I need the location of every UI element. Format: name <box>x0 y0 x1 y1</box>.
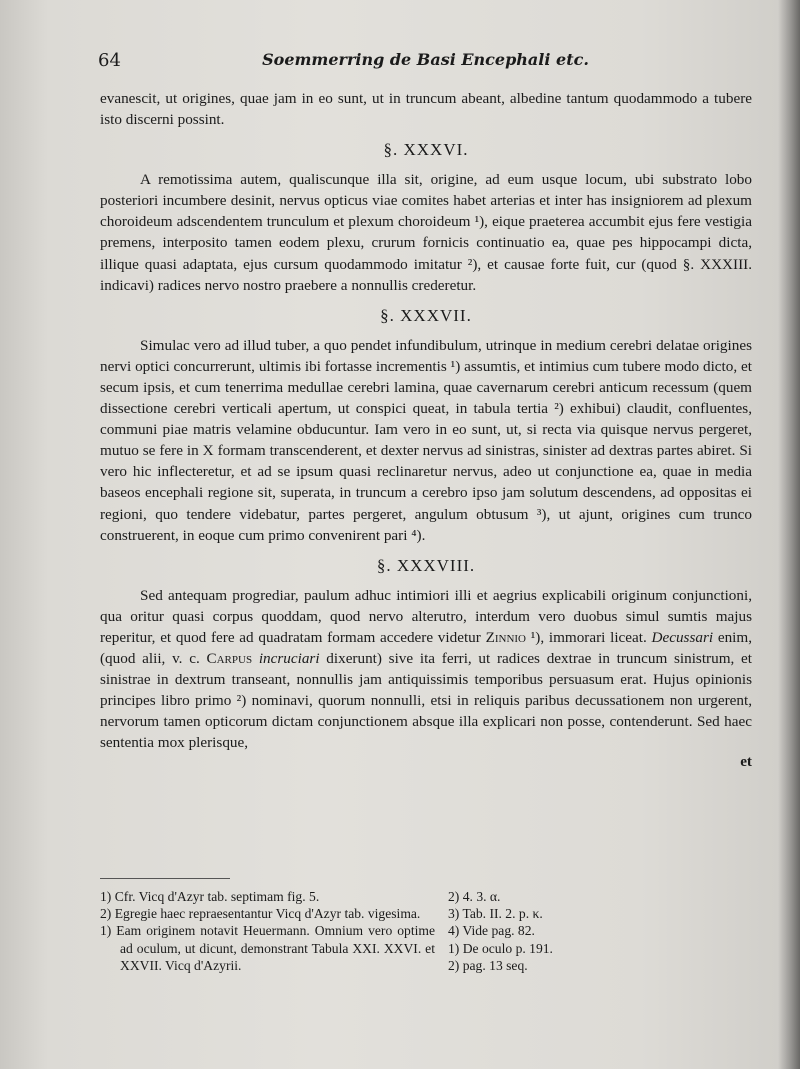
footnotes-left-column <box>100 888 435 974</box>
footnote: 2) Egregie haec repraesentantur Vicq d'Azyr tab. vigesima. <box>100 906 421 922</box>
text-run: dixerunt) sive ita ferri, ut radices dextrae in truncum sinistrum, et sinistrae in dextrum transeant, nonnullis jam antiquissimis temporibus persuasum erat. Hujus opinionis principes libro primo ²) nominavi, quorum nonnulli, etsi in reliquis paribus decussationem non urgerent, nervorum tamen opticorum dictam conjunctionem absque illa explicari non posse, contenderunt. Sed haec sententia mox plerisque, <box>100 649 753 752</box>
footnote-rule <box>100 878 230 879</box>
author-name: Zinnio <box>485 628 526 646</box>
footnote: 4) Vide pag. 82. <box>448 923 535 939</box>
section-paragraph <box>100 585 752 754</box>
footnote: 1) Cfr. Vicq d'Azyr tab. septimam fig. 5. <box>100 889 320 904</box>
footnotes-right-column <box>448 888 748 974</box>
section-heading: §. XXXVI. <box>383 140 469 160</box>
page-header <box>98 46 753 72</box>
footnote: 2) 4. 3. α. <box>448 889 501 904</box>
footnote: 2) pag. 13 seq. <box>448 957 528 973</box>
page-gutter-shadow <box>778 0 800 1069</box>
main-text <box>100 88 752 773</box>
footnote: 1) De oculo p. 191. <box>448 940 553 956</box>
page-number: 64 <box>98 50 121 71</box>
section-heading: §. XXXVII. <box>380 305 472 325</box>
emphasis-term: incruciari <box>258 649 320 667</box>
section-paragraph: Simulac vero ad illud tuber, a quo pendet infundibulum, utrinque in medium cerebri delatae origines nervi optici concurrerunt, ultimis ibi fortasse incrementis ¹) assumtis, et intimius cum tubere modo dicto, et secum ipsis, et cum tenerrima medullae cerebri lamina, quae cavernarum cerebri anticum recessum (quem dissectione cerebri verticali apertum, ut conspici queat, in tabula tertia ²) exhibui) claudit, confluentes, communi piae matris velamine obducuntur. Iam vero in eo sunt, ut, si recta via quisque nervus pergeret, mutuo se fere in X formam transcenderent, et dexter nervus ad sinistras, sinister ad dextras partes abiret. Si vero hic inflecteretur, et ad se ipsum quasi reclinaretur nervus, adeo ut conjunctione ea, quae in media baseos encephali regione sit, superata, in truncum a cerebro ipso jam solutum descendens, ad oppositas ei regioni, quo tendere videbatur, partes pergeret, angulum obtusum ³), ut ajunt, origines cum trunco construerent, in eoque cum primo convenirent pari ⁴). <box>100 336 752 544</box>
text-run: ¹), immorari liceat. <box>526 628 652 646</box>
section-paragraph: A remotissima autem, qualiscunque illa sit, origine, ad eum usque locum, ubi substrato lobo posteriori incumbere desinit, nervus opticus viae comites habet arterias et inter has insigniorem ad plexum choroideum adscendentem trunculum et plexum choroideum ¹), eique praeterea accumbit ejus fere vestigia premens, interposito tamen eodem plexu, crurum fornicis continuatio ea, quae pes hippocampi dicta, illique quasi adaptata, ejus cursum quodammodo imitatur ²), et causae forte fuit, cur (quod §. XXXIII. indicavi) radices nervo nostro praebere a nonnullis crederetur. <box>100 171 752 294</box>
emphasis-term: Decussari <box>651 628 714 646</box>
text-run: Sed antequam progrediar, paulum adhuc intimiori illi et aegrius explicabili originum conjunctioni, qua oritur quasi corpus quoddam, quod nervo alterutro, interdum vero duobus simul sumtis majus reperitur, et quod fere ad quadratam formam accedere videtur <box>100 586 752 646</box>
author-name: Carpus <box>206 649 253 667</box>
running-head: Soemmerring de Basi Encephali etc. <box>262 50 589 69</box>
catchword: et <box>740 753 752 771</box>
paragraph-continuation: evanescit, ut origines, quae jam in eo sunt, ut in truncum abeant, albedine tantum quodammodo a tubere isto discerni possint. <box>100 90 752 129</box>
section-heading: §. XXXVIII. <box>376 555 476 575</box>
footnote: 3) Tab. II. 2. p. κ. <box>448 906 543 922</box>
text-run: enim, (quod alii, v. c. <box>100 628 752 667</box>
footnote: 1) Eam originem notavit Heuermann. Omnium vero optime ad oculum, ut dicunt, demonstrant Tabula XXI. XXVI. et XXVII. Vicq d'Azyrii. <box>100 923 435 973</box>
